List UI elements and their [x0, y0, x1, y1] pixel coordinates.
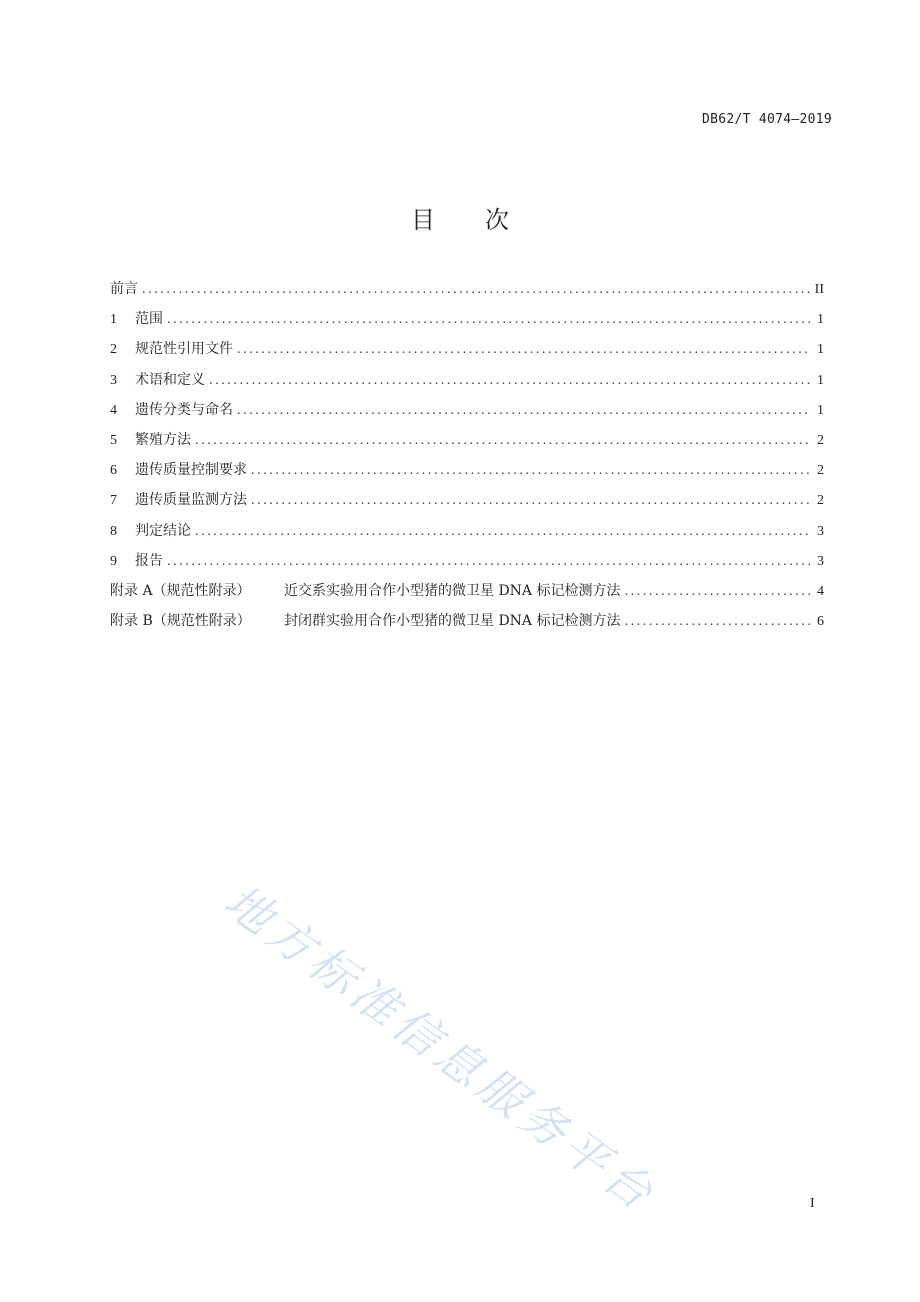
- toc-number: 9: [110, 553, 117, 569]
- toc-page: 1: [817, 402, 824, 418]
- toc-page: 6: [817, 614, 824, 630]
- toc-entry-1[interactable]: [110, 308, 824, 338]
- toc-page: 2: [817, 463, 824, 479]
- toc-label: 判定结论: [135, 522, 191, 539]
- toc-label: 规范性引用文件: [135, 341, 233, 358]
- toc-leader: [195, 430, 810, 452]
- toc-entry-7[interactable]: [110, 489, 824, 519]
- toc-page: 1: [817, 342, 824, 358]
- toc-number: 2: [110, 342, 117, 358]
- page-title-left: 目: [411, 206, 435, 234]
- page-title: [0, 200, 920, 235]
- toc-page: 2: [817, 493, 824, 509]
- toc-entry-8[interactable]: [110, 520, 824, 550]
- toc-label: 遗传质量监测方法: [135, 492, 247, 509]
- toc-leader: [237, 400, 810, 422]
- toc-label: 前言: [110, 281, 138, 297]
- toc-leader: [251, 490, 810, 512]
- toc-page: 3: [817, 523, 824, 539]
- toc-entry-4[interactable]: [110, 399, 824, 429]
- toc-number: 5: [110, 432, 117, 448]
- page-title-right: 次: [485, 206, 509, 234]
- toc-entry-6[interactable]: [110, 459, 824, 489]
- toc-leader: [251, 460, 810, 482]
- toc-label: 报告: [135, 552, 163, 569]
- toc-leader: [209, 370, 810, 392]
- toc-entry-5[interactable]: [110, 429, 824, 459]
- toc-label: 范围: [135, 311, 163, 328]
- toc-label: 封闭群实验用合作小型猪的微卫星 DNA 标记检测方法: [284, 613, 621, 630]
- toc-entry-2[interactable]: [110, 338, 824, 368]
- toc-leader: [237, 339, 810, 361]
- appendix-tag: 附录 A（规范性附录）: [110, 582, 251, 599]
- toc-entry-appendix-a[interactable]: [110, 580, 824, 610]
- toc-number: 3: [110, 372, 117, 388]
- toc-entry-3[interactable]: [110, 369, 824, 399]
- toc-page: 4: [817, 583, 824, 599]
- toc-label: 遗传质量控制要求: [135, 462, 247, 479]
- page-number: I: [810, 1196, 815, 1211]
- toc-number: 4: [110, 402, 117, 418]
- toc-leader: [142, 279, 810, 301]
- toc-label: 遗传分类与命名: [135, 401, 233, 418]
- toc-label: 术语和定义: [135, 371, 205, 388]
- toc-leader: [624, 581, 810, 603]
- toc-leader: [167, 309, 810, 331]
- toc-leader: [167, 551, 810, 573]
- toc-label: 近交系实验用合作小型猪的微卫星 DNA 标记检测方法: [284, 582, 621, 599]
- toc-number: 1: [110, 312, 117, 328]
- watermark: 地方标准信息服务平台: [214, 873, 667, 1223]
- standard-code: DB62/T 4074—2019: [701, 112, 832, 127]
- toc-page: II: [814, 282, 824, 297]
- toc-leader: [195, 521, 810, 543]
- toc-number: 8: [110, 523, 117, 539]
- toc-entry-9[interactable]: [110, 550, 824, 580]
- toc-number: 6: [110, 463, 117, 479]
- toc-page: 2: [817, 432, 824, 448]
- appendix-tag: 附录 B（规范性附录）: [110, 613, 251, 630]
- toc-number: 7: [110, 493, 117, 509]
- toc-entry-appendix-b[interactable]: [110, 610, 824, 640]
- toc-page: 1: [817, 372, 824, 388]
- toc-entry-foreword[interactable]: [110, 278, 824, 308]
- table-of-contents: [110, 278, 824, 640]
- toc-leader: [624, 611, 810, 633]
- toc-label: 繁殖方法: [135, 431, 191, 448]
- toc-page: 3: [817, 553, 824, 569]
- toc-page: 1: [817, 312, 824, 328]
